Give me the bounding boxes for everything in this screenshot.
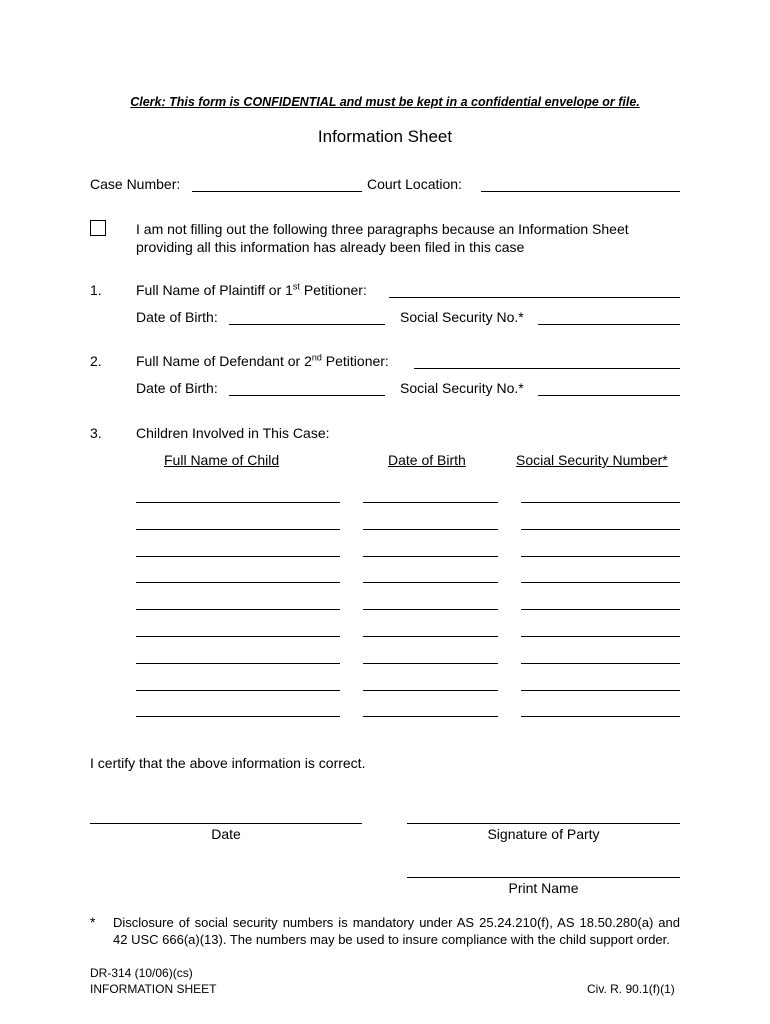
child-dob-field[interactable]	[363, 690, 498, 691]
defendant-name-label-tail: Petitioner:	[321, 353, 389, 369]
child-dob-field[interactable]	[363, 582, 498, 583]
defendant-ssn-label: Social Security No.*	[400, 380, 524, 396]
defendant-name-field[interactable]	[414, 368, 680, 369]
child-name-column-header: Full Name of Child	[164, 452, 280, 468]
defendant-dob-label: Date of Birth:	[136, 380, 218, 396]
plaintiff-ssn-field[interactable]	[538, 324, 680, 325]
plaintiff-name-label-text: Full Name of Plaintiff or 1	[136, 282, 293, 298]
child-name-field[interactable]	[136, 582, 340, 583]
confidential-notice: Clerk: This form is CONFIDENTIAL and must be kept in a confidential envelope or file.	[130, 95, 640, 109]
page-title: Information Sheet	[317, 127, 453, 146]
child-name-field[interactable]	[136, 663, 340, 664]
child-dob-field[interactable]	[363, 636, 498, 637]
defendant-dob-field[interactable]	[229, 395, 385, 396]
child-ssn-field[interactable]	[521, 663, 680, 664]
child-dob-field[interactable]	[363, 609, 498, 610]
child-ssn-field[interactable]	[521, 690, 680, 691]
child-name-field[interactable]	[136, 502, 340, 503]
date-field[interactable]	[90, 823, 362, 824]
form-id: DR-314 (10/06)(cs)	[90, 966, 193, 980]
plaintiff-name-field[interactable]	[389, 297, 680, 298]
plaintiff-name-label-tail: Petitioner:	[299, 282, 367, 298]
checkbox-text-line-1: I am not filling out the following three paragraphs because an Information Sheet	[136, 221, 629, 237]
child-ssn-column-header: Social Security Number*	[516, 452, 668, 468]
footnote-marker: *	[90, 914, 96, 930]
signature-label: Signature of Party	[487, 826, 600, 842]
form-name: INFORMATION SHEET	[90, 982, 217, 996]
child-ssn-field[interactable]	[521, 502, 680, 503]
rule-reference: Civ. R. 90.1(f)(1)	[587, 982, 675, 996]
date-label: Date	[211, 826, 241, 842]
print-name-field[interactable]	[407, 877, 680, 878]
child-ssn-field[interactable]	[521, 716, 680, 717]
children-label: Children Involved in This Case:	[136, 425, 330, 441]
print-name-label: Print Name	[508, 880, 579, 896]
certification-statement: I certify that the above information is correct.	[90, 755, 366, 771]
checkbox-text-line-2: providing all this information has already been filed in this case	[136, 239, 525, 255]
child-ssn-field[interactable]	[521, 582, 680, 583]
defendant-name-label-text: Full Name of Defendant or 2	[136, 353, 312, 369]
plaintiff-dob-label: Date of Birth:	[136, 309, 218, 325]
section-3-number: 3.	[90, 425, 102, 441]
signature-field[interactable]	[407, 823, 680, 824]
child-name-field[interactable]	[136, 609, 340, 610]
child-ssn-field[interactable]	[521, 636, 680, 637]
plaintiff-ordinal-suffix: st	[292, 281, 300, 292]
child-dob-field[interactable]	[363, 502, 498, 503]
child-ssn-field[interactable]	[521, 556, 680, 557]
section-2-number: 2.	[90, 353, 102, 369]
case-number-label: Case Number:	[90, 176, 181, 192]
court-location-label: Court Location:	[367, 176, 462, 192]
child-name-field[interactable]	[136, 529, 340, 530]
child-dob-column-header: Date of Birth	[388, 452, 466, 468]
plaintiff-ssn-label: Social Security No.*	[400, 309, 524, 325]
defendant-ordinal-suffix: nd	[311, 352, 322, 363]
plaintiff-dob-field[interactable]	[229, 324, 385, 325]
defendant-name-label	[136, 353, 389, 370]
plaintiff-name-label	[136, 282, 367, 299]
child-ssn-field[interactable]	[521, 609, 680, 610]
child-dob-field[interactable]	[363, 529, 498, 530]
child-name-field[interactable]	[136, 556, 340, 557]
child-dob-field[interactable]	[363, 716, 498, 717]
child-ssn-field[interactable]	[521, 529, 680, 530]
ssn-disclosure-footnote: Disclosure of social security numbers is mandatory under AS 25.24.210(f), AS 18.50.280(a) and 42 USC 666(a)(13). The numbers may be used to insure compliance with the child support order.	[113, 915, 680, 947]
child-name-field[interactable]	[136, 690, 340, 691]
section-1-number: 1.	[90, 282, 102, 298]
child-dob-field[interactable]	[363, 556, 498, 557]
already-filed-checkbox[interactable]	[90, 220, 106, 236]
defendant-ssn-field[interactable]	[538, 395, 680, 396]
child-name-field[interactable]	[136, 636, 340, 637]
child-dob-field[interactable]	[363, 663, 498, 664]
case-number-field[interactable]	[192, 191, 362, 192]
court-location-field[interactable]	[481, 191, 680, 192]
child-name-field[interactable]	[136, 716, 340, 717]
